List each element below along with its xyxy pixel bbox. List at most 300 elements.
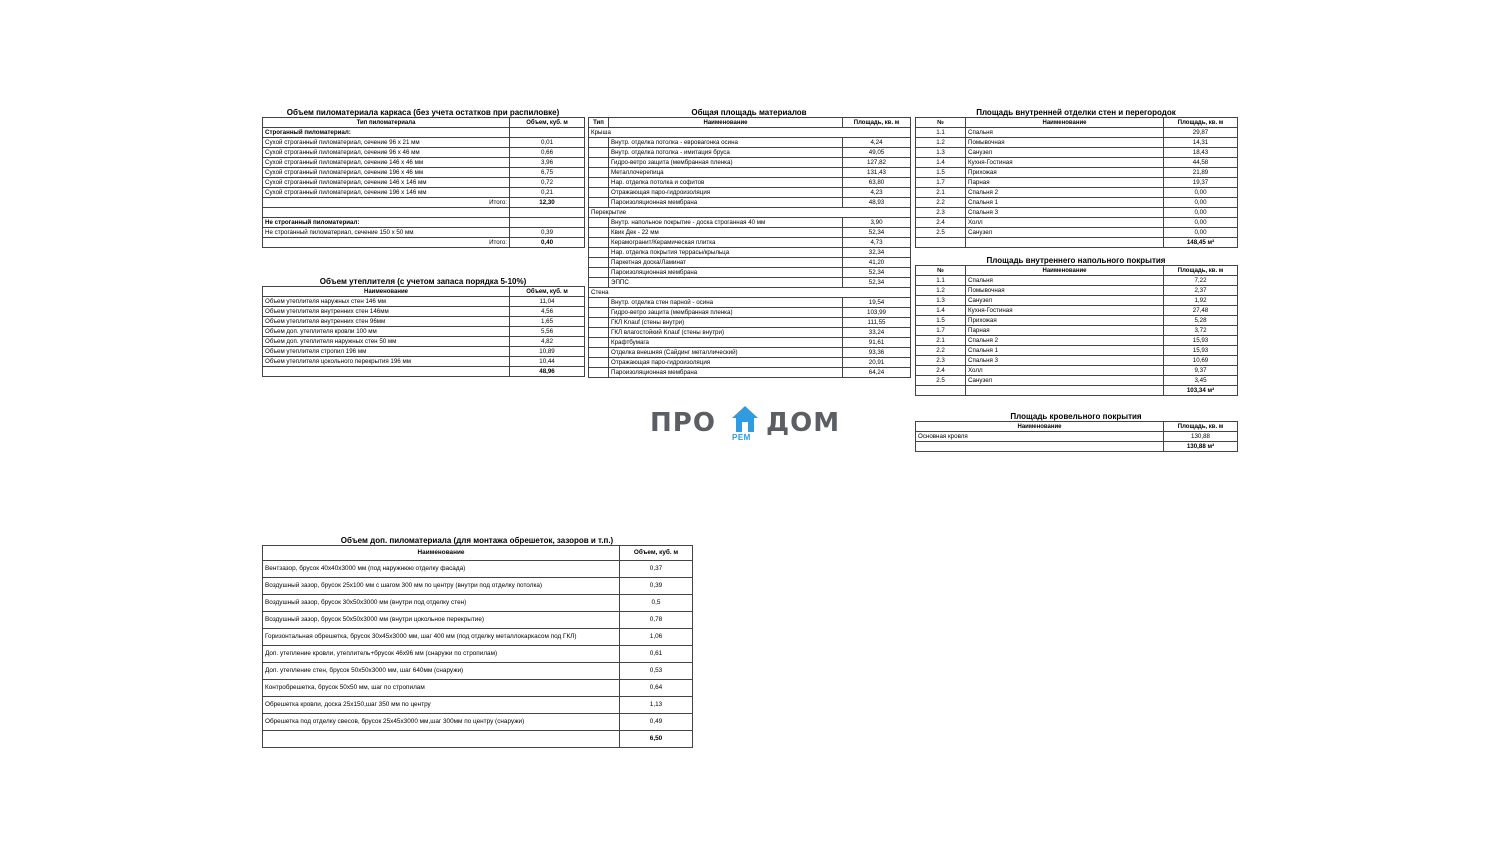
col-header-name: Наименование — [263, 546, 620, 561]
item-name: Контробрешетка, брусок 50х50 мм, шаг по стропилам — [263, 680, 620, 697]
col-header-volume: Объем, куб. м — [510, 287, 585, 297]
total-value: 0,40 — [510, 238, 585, 248]
item-value: 0,78 — [620, 612, 693, 629]
room-name: Парная — [966, 178, 1164, 188]
room-number: 1.5 — [916, 316, 966, 326]
table-row — [916, 138, 1238, 148]
room-number: 2.4 — [916, 366, 966, 376]
table-row — [589, 218, 911, 228]
room-name: Прихожая — [966, 168, 1164, 178]
item-value: 111,55 — [843, 318, 911, 328]
room-area: 0,00 — [1164, 188, 1238, 198]
empty-cell — [589, 198, 609, 208]
room-area: 21,89 — [1164, 168, 1238, 178]
col-header-area: Площадь, кв. м — [1164, 266, 1238, 276]
room-name: Спальня — [966, 276, 1164, 286]
table-row — [263, 578, 693, 595]
floor-covering-block — [915, 256, 1237, 396]
empty-cell — [589, 278, 609, 288]
empty-cell — [589, 138, 609, 148]
item-value: 0,53 — [620, 663, 693, 680]
extra-lumber-body — [263, 561, 693, 748]
item-value: 52,34 — [843, 228, 911, 238]
item-name: Объем утеплителя стропил 196 мм — [263, 347, 510, 357]
total-label: Итого: — [263, 198, 510, 208]
floor-covering-body — [916, 276, 1238, 396]
table-row — [263, 357, 585, 367]
col-header-name: Наименование — [966, 266, 1164, 276]
empty-cell — [263, 731, 620, 748]
empty-cell — [263, 367, 510, 377]
item-name: Пароизоляционная мембрана — [609, 268, 843, 278]
group-row — [589, 128, 911, 138]
empty-cell — [589, 318, 609, 328]
item-name: Паркетная доска/Ламинат — [609, 258, 843, 268]
empty-cell — [263, 208, 510, 218]
roof-covering-block — [915, 412, 1237, 452]
insulation-table — [262, 286, 585, 377]
item-name: Квик Дек - 22 мм — [609, 228, 843, 238]
item-value: 0,21 — [510, 188, 585, 198]
item-value: 0,49 — [620, 714, 693, 731]
table-row — [589, 328, 911, 338]
table-row — [263, 337, 585, 347]
room-area: 18,43 — [1164, 148, 1238, 158]
total-value: 48,96 — [510, 367, 585, 377]
item-value: 41,20 — [843, 258, 911, 268]
empty-cell — [589, 148, 609, 158]
total-row — [916, 442, 1238, 452]
item-value: 103,99 — [843, 308, 911, 318]
table-row — [589, 338, 911, 348]
room-name: Кухня-Гостиная — [966, 158, 1164, 168]
total-value: 6,50 — [620, 731, 693, 748]
room-area: 44,58 — [1164, 158, 1238, 168]
roof-covering-table — [915, 421, 1238, 452]
item-name: Вентзазор, брусок 40х40х3000 мм (под наружнюю отделку фасада) — [263, 561, 620, 578]
col-header-area: Площадь, кв. м — [843, 118, 911, 128]
extra-lumber-table — [262, 545, 693, 748]
item-value: 0,39 — [620, 578, 693, 595]
total-value: 130,88 м² — [1164, 442, 1238, 452]
table-row — [589, 188, 911, 198]
item-value: 3,90 — [843, 218, 911, 228]
table-row — [916, 178, 1238, 188]
item-name: Пароизоляционная мембрана — [609, 368, 843, 378]
room-name: Спальня — [966, 128, 1164, 138]
table-row — [263, 561, 693, 578]
item-name: Нар. отделка потолка и софитов — [609, 178, 843, 188]
item-value: 91,61 — [843, 338, 911, 348]
table-row — [916, 336, 1238, 346]
table-row — [589, 198, 911, 208]
item-name: Воздушный зазор, брусок 30х50х3000 мм (внутри под отделку стен) — [263, 595, 620, 612]
room-number: 2.1 — [916, 336, 966, 346]
item-value: 1,13 — [620, 697, 693, 714]
table-row — [589, 358, 911, 368]
room-area: 15,93 — [1164, 346, 1238, 356]
item-name: Не строганный пиломатериал, сечение 150 х 50 мм — [263, 228, 510, 238]
col-header-volume: Объем, куб. м — [510, 118, 585, 128]
item-name: Крафтбумага — [609, 338, 843, 348]
empty-cell — [589, 258, 609, 268]
table-row — [916, 148, 1238, 158]
table-row — [263, 297, 585, 307]
room-area: 15,93 — [1164, 336, 1238, 346]
item-value: 48,93 — [843, 198, 911, 208]
item-value: 32,34 — [843, 248, 911, 258]
lumber-frame-table — [262, 117, 585, 248]
item-value: 11,04 — [510, 297, 585, 307]
insulation-block — [262, 277, 584, 377]
item-value: 1,65 — [510, 317, 585, 327]
item-name: Гидро-ветро защита (мембранная пленка) — [609, 308, 843, 318]
table-row — [263, 714, 693, 731]
room-name: Спальня 3 — [966, 208, 1164, 218]
room-name: Санузел — [966, 296, 1164, 306]
item-value: 19,54 — [843, 298, 911, 308]
table-header-row — [263, 118, 585, 128]
room-name: Холл — [966, 218, 1164, 228]
room-area: 0,00 — [1164, 208, 1238, 218]
item-value: 130,88 — [1164, 432, 1238, 442]
insulation-title: Объем утеплителя (с учетом запаса порядка 5-10%) — [319, 277, 527, 286]
item-value: 4,73 — [843, 238, 911, 248]
table-row — [916, 306, 1238, 316]
room-number: 1.2 — [916, 286, 966, 296]
room-area: 29,87 — [1164, 128, 1238, 138]
room-name: Помывочная — [966, 286, 1164, 296]
table-row — [589, 308, 911, 318]
table-row — [916, 366, 1238, 376]
item-name: Пароизоляционная мембрана — [609, 198, 843, 208]
table-row — [916, 168, 1238, 178]
room-number: 2.1 — [916, 188, 966, 198]
extra-lumber-block — [262, 536, 692, 748]
empty-cell — [510, 128, 585, 138]
empty-cell — [589, 298, 609, 308]
total-label: Итого: — [263, 238, 510, 248]
item-name: Гидро-ветро защита (мембранная пленка) — [609, 158, 843, 168]
group-row — [589, 288, 911, 298]
room-area: 27,48 — [1164, 306, 1238, 316]
item-value: 52,34 — [843, 268, 911, 278]
item-name: Объем утеплителя наружных стен 146 мм — [263, 297, 510, 307]
col-header-area: Площадь, кв. м — [1164, 118, 1238, 128]
room-number: 2.5 — [916, 228, 966, 238]
item-value: 4,24 — [843, 138, 911, 148]
group-label: Крыша — [589, 128, 911, 138]
room-name: Санузел — [966, 148, 1164, 158]
col-header-name: Наименование — [609, 118, 843, 128]
table-row — [589, 268, 911, 278]
table-row — [589, 348, 911, 358]
item-name: Внутр. напольное покрытие - доска строганная 40 мм — [609, 218, 843, 228]
table-row — [263, 178, 585, 188]
item-name: ЭППС — [609, 278, 843, 288]
total-row — [263, 731, 693, 748]
table-row — [916, 228, 1238, 238]
table-row — [263, 347, 585, 357]
empty-cell — [589, 168, 609, 178]
item-value: 63,80 — [843, 178, 911, 188]
group-row — [589, 208, 911, 218]
empty-cell — [589, 248, 609, 258]
table-row — [589, 258, 911, 268]
lumber-frame-body — [263, 128, 585, 248]
materials-table — [588, 117, 911, 378]
table-row — [589, 248, 911, 258]
room-area: 9,37 — [1164, 366, 1238, 376]
item-name: Отделка внешняя (Сайдинг металлический) — [609, 348, 843, 358]
room-name: Спальня 2 — [966, 336, 1164, 346]
item-value: 6,75 — [510, 168, 585, 178]
table-header-row — [916, 118, 1238, 128]
item-name: Доп. утепление стен, брусок 50х50х3000 мм, шаг 640мм (снаружи) — [263, 663, 620, 680]
total-row — [263, 238, 585, 248]
empty-cell — [589, 338, 609, 348]
table-row — [263, 327, 585, 337]
room-area: 10,69 — [1164, 356, 1238, 366]
item-value: 4,23 — [843, 188, 911, 198]
item-value: 4,56 — [510, 307, 585, 317]
item-name: Внутр. отделка стен парной - осина — [609, 298, 843, 308]
room-area: 3,72 — [1164, 326, 1238, 336]
table-row — [916, 158, 1238, 168]
table-row — [916, 128, 1238, 138]
item-name: Отражающая паро-гидроизоляция — [609, 188, 843, 198]
extra-lumber-title: Объем доп. пиломатериала (для монтажа обрешеток, зазоров и т.п.) — [340, 536, 614, 545]
item-name: Сухой строганный пиломатериал, сечение 196 х 46 мм — [263, 168, 510, 178]
materials-block — [588, 108, 910, 378]
table-row — [916, 188, 1238, 198]
room-name: Помывочная — [966, 138, 1164, 148]
table-row — [916, 276, 1238, 286]
item-name: Воздушный зазор, брусок 25х100 мм с шагом 300 мм по центру (внутри под отделку потолка) — [263, 578, 620, 595]
room-name: Санузел — [966, 376, 1164, 386]
item-name: Сухой строганный пиломатериал, сечение 96 х 46 мм — [263, 148, 510, 158]
insulation-body — [263, 297, 585, 377]
walls-finish-block — [915, 108, 1237, 248]
item-value: 0,39 — [510, 228, 585, 238]
walls-finish-title: Площадь внутренней отделки стен и перегородок — [976, 108, 1176, 117]
item-value: 33,24 — [843, 328, 911, 338]
table-header-row — [263, 546, 693, 561]
empty-cell — [916, 386, 966, 396]
section-row — [263, 128, 585, 138]
table-row — [916, 316, 1238, 326]
room-number: 2.3 — [916, 208, 966, 218]
room-number: 2.2 — [916, 198, 966, 208]
table-row — [263, 138, 585, 148]
item-value: 0,72 — [510, 178, 585, 188]
empty-cell — [589, 268, 609, 278]
item-value: 0,01 — [510, 138, 585, 148]
room-number: 2.2 — [916, 346, 966, 356]
room-name: Спальня 1 — [966, 346, 1164, 356]
table-row — [916, 198, 1238, 208]
room-area: 2,37 — [1164, 286, 1238, 296]
table-row — [589, 278, 911, 288]
table-row — [263, 168, 585, 178]
table-row — [263, 307, 585, 317]
floor-covering-table — [915, 265, 1238, 396]
group-label: Стена — [589, 288, 911, 298]
empty-cell — [589, 368, 609, 378]
item-name: Воздушный зазор, брусок 50х50х3000 мм (внутри цокольное перекрытие) — [263, 612, 620, 629]
empty-cell — [589, 158, 609, 168]
table-row — [916, 218, 1238, 228]
item-value: 4,82 — [510, 337, 585, 347]
roof-covering-title: Площадь кровельного покрытия — [1010, 412, 1142, 421]
table-row — [263, 148, 585, 158]
room-name: Санузел — [966, 228, 1164, 238]
room-number: 1.2 — [916, 138, 966, 148]
item-value: 0,37 — [620, 561, 693, 578]
table-header-row — [589, 118, 911, 128]
total-row — [263, 198, 585, 208]
room-number: 1.4 — [916, 306, 966, 316]
walls-finish-table — [915, 117, 1238, 248]
house-icon — [730, 404, 760, 434]
table-row — [916, 286, 1238, 296]
table-row — [263, 697, 693, 714]
room-area: 7,22 — [1164, 276, 1238, 286]
room-number: 2.4 — [916, 218, 966, 228]
room-area: 14,31 — [1164, 138, 1238, 148]
item-name: Объем доп. утеплителя кровли 100 мм — [263, 327, 510, 337]
room-area: 19,37 — [1164, 178, 1238, 188]
table-row — [263, 612, 693, 629]
room-area: 0,00 — [1164, 198, 1238, 208]
table-row — [589, 168, 911, 178]
total-row — [916, 238, 1238, 248]
empty-cell — [589, 218, 609, 228]
item-name: Отражающая паро-гидроизоляция — [609, 358, 843, 368]
item-value: 20,91 — [843, 358, 911, 368]
item-value: 131,43 — [843, 168, 911, 178]
empty-cell — [966, 238, 1164, 248]
room-name: Холл — [966, 366, 1164, 376]
room-name: Спальня 2 — [966, 188, 1164, 198]
empty-cell — [916, 442, 1164, 452]
item-name: Сухой строганный пиломатериал, сечение 146 х 46 мм — [263, 158, 510, 168]
materials-title: Общая площадь материалов — [691, 108, 807, 117]
item-name: Керамогранит/Керамическая плитка — [609, 238, 843, 248]
lumber-frame-title: Объем пиломатериала каркаса (без учета остатков при распиловке) — [286, 108, 560, 117]
empty-cell — [589, 238, 609, 248]
table-row — [916, 326, 1238, 336]
empty-cell — [510, 208, 585, 218]
item-value: 0,5 — [620, 595, 693, 612]
item-value: 127,82 — [843, 158, 911, 168]
table-row — [916, 432, 1238, 442]
table-row — [263, 646, 693, 663]
item-value: 1,06 — [620, 629, 693, 646]
item-value: 0,64 — [620, 680, 693, 697]
item-name: ГКЛ Knauf (стены внутри) — [609, 318, 843, 328]
item-name: Сухой строганный пиломатериал, сечение 196 х 146 мм — [263, 188, 510, 198]
table-row — [916, 356, 1238, 366]
total-value: 103,34 м² — [1164, 386, 1238, 396]
item-name: Сухой строганный пиломатериал, сечение 96 х 21 мм — [263, 138, 510, 148]
item-name: Горизонтальная обрешетка, брусок 30х45х3000 мм, шаг 400 мм (под отделку металлокаркасом под ГКЛ) — [263, 629, 620, 646]
room-area: 5,28 — [1164, 316, 1238, 326]
room-number: 1.7 — [916, 326, 966, 336]
empty-cell — [589, 228, 609, 238]
room-name: Кухня-Гостиная — [966, 306, 1164, 316]
table-row — [263, 595, 693, 612]
total-value: 148,45 м² — [1164, 238, 1238, 248]
table-header-row — [263, 287, 585, 297]
col-header-number: № — [916, 266, 966, 276]
item-value: 49,05 — [843, 148, 911, 158]
item-name: Обрешетка кровли, доска 25х150,шаг 350 мм по центру — [263, 697, 620, 714]
table-row — [589, 148, 911, 158]
item-value: 0,66 — [510, 148, 585, 158]
room-number: 1.3 — [916, 148, 966, 158]
table-row — [589, 178, 911, 188]
logo-text-right: ДОМ — [766, 408, 841, 438]
empty-cell — [589, 178, 609, 188]
empty-cell — [589, 188, 609, 198]
item-name: Обрешетка под отделку свесов, брусок 25х45х3000 мм,шаг 300мм по центру (снаружи) — [263, 714, 620, 731]
table-row — [263, 680, 693, 697]
table-row — [589, 138, 911, 148]
table-row — [263, 228, 585, 238]
spacer-row — [263, 208, 585, 218]
item-value: 0,61 — [620, 646, 693, 663]
room-number: 2.3 — [916, 356, 966, 366]
empty-cell — [589, 308, 609, 318]
item-value: 10,44 — [510, 357, 585, 367]
prodom-logo — [650, 402, 850, 448]
room-area: 3,45 — [1164, 376, 1238, 386]
section-row — [263, 218, 585, 228]
table-header-row — [916, 266, 1238, 276]
item-value: 64,24 — [843, 368, 911, 378]
materials-body — [589, 128, 911, 378]
room-name: Спальня 3 — [966, 356, 1164, 366]
lumber-frame-block — [262, 108, 584, 248]
total-value: 12,30 — [510, 198, 585, 208]
col-header-name: Наименование — [966, 118, 1164, 128]
item-name: Основная кровля — [916, 432, 1164, 442]
table-row — [263, 663, 693, 680]
logo-text-left: ПРО — [650, 408, 716, 438]
table-row — [589, 158, 911, 168]
item-name: Доп. утепление кровли, утеплитель+брусок 46х96 мм (снаружи по стропилам) — [263, 646, 620, 663]
col-header-name: Наименование — [916, 422, 1164, 432]
item-name: Внутр. отделка потолка - евровагонка осина — [609, 138, 843, 148]
empty-cell — [510, 218, 585, 228]
item-value: 93,36 — [843, 348, 911, 358]
item-name: Объем утеплителя внутренних стен 96мм — [263, 317, 510, 327]
item-name: Металлочерепица — [609, 168, 843, 178]
logo-subtext: РЕМ — [732, 433, 751, 442]
col-header-type: Тип пиломатериала — [263, 118, 510, 128]
room-number: 1.5 — [916, 168, 966, 178]
room-number: 1.7 — [916, 178, 966, 188]
table-row — [916, 346, 1238, 356]
total-row — [263, 367, 585, 377]
item-name: Объем утеплителя цокольного перекрытия 196 мм — [263, 357, 510, 367]
item-value: 10,89 — [510, 347, 585, 357]
total-row — [916, 386, 1238, 396]
table-header-row — [916, 422, 1238, 432]
room-number: 1.1 — [916, 276, 966, 286]
table-row — [263, 629, 693, 646]
